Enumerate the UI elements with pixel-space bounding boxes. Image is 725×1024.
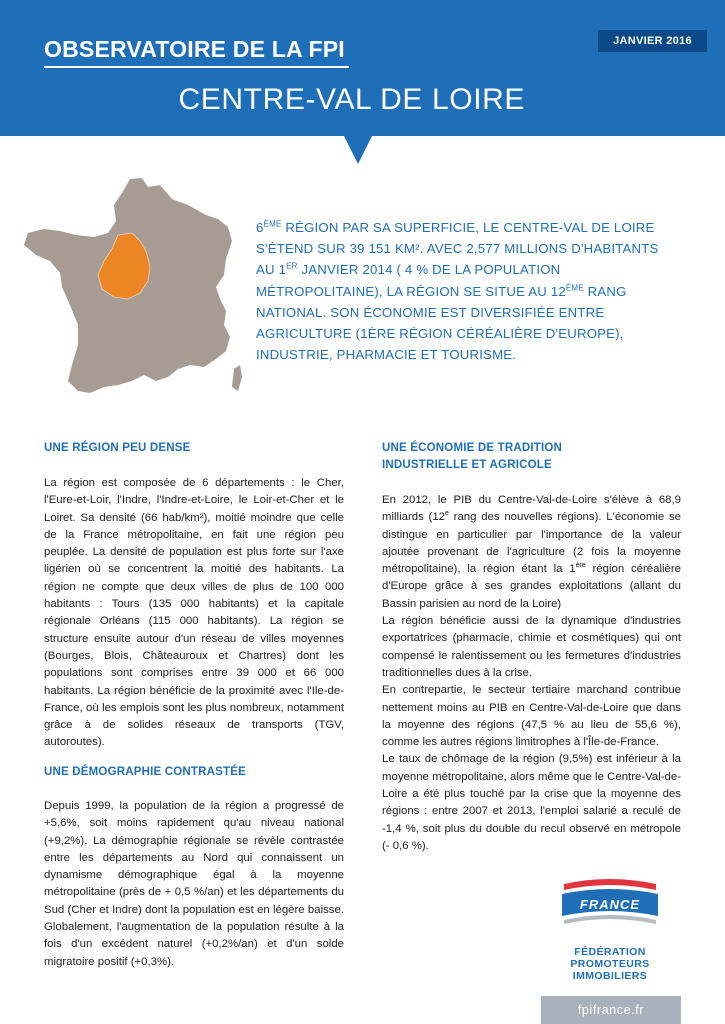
body-superscript: e	[445, 510, 449, 518]
section-heading-demo: UNE DÉMOGRAPHIE CONTRASTÉE	[44, 766, 246, 778]
intro-superscript: ER	[286, 262, 298, 272]
section-body-dense	[44, 475, 344, 752]
logo-line-3: IMMOBILIERS	[572, 970, 648, 982]
logo-line-2: PROMOTEURS	[570, 958, 650, 970]
intro-superscript: ÈME	[263, 219, 282, 229]
region-title: CENTRE-VAL DE LOIRE	[178, 83, 525, 116]
body-paragraph: Le taux de chômage de la région (9,5%) est inférieur à la moyenne métropolitaine, alors même que le Centre-Val-de-Loire a été plus touché par la crise que la moyenne des régions : entre 2007 et 2013, l'emploi salarié a reculé de -1,4 %, soit plus du double du recul observé en métropole (- 0,6 %).	[382, 753, 681, 852]
body-text-run: rang des nouvelles régions). L'économie se distingue en particulier par l'importance de la valeur ajoutée provenant de l'agriculture (2 fois la moyenne métropolitaine), la région étant la 1	[382, 511, 681, 576]
section-body-demo	[44, 798, 344, 971]
body-text-run: En 2012, le PIB du Centre-Val-de-Loire s'élève à 68,9 milliards (12	[382, 494, 681, 524]
intro-text: RÉGION PAR SA SUPERFICIE, LE CENTRE-VAL DE LOIRE S'ÉTEND SUR 39 151 KM². AVEC 2,577 MILLIONS D'HABITANTS AU 1	[256, 220, 659, 278]
logo-flag-graphic	[560, 876, 660, 936]
section-heading-eco: UNE ÉCONOMIE DE TRADITION INDUSTRIELLE ET AGRICOLE	[382, 442, 563, 471]
intro-text: 6	[256, 220, 264, 235]
body-text-run: région céréalière d'Europe grâce à ses grandes exploitations (allant du Bassin parisien au nord de la Loire)	[382, 563, 681, 610]
intro-paragraph	[256, 217, 676, 365]
logo-line-1: FÉDÉRATION	[574, 946, 646, 958]
body-paragraph: La région bénéficie aussi de la dynamique d'industries exportatrices (pharmacie, chimie et cosmétiques) qui ont compensé le ralentissement ou les fermetures d'industries traditionnelles dues à la crise.	[382, 615, 681, 679]
logo-gray-stripe	[564, 915, 656, 924]
title-underline	[44, 66, 349, 68]
logo-flag-text: FRANCE	[579, 897, 641, 912]
intro-text: JANVIER 2014 ( 4 % DE LA POPULATION MÉTROPOLITAINE), LA RÉGION SE SITUE AU 12	[256, 262, 566, 299]
publication-title: OBSERVATOIRE DE LA FPI	[44, 36, 345, 62]
body-paragraph: Depuis 1999, la population de la région a progressé de +5,6%, soit moins rapidement qu'au niveau national (+9,2%). La démographie régionale se révèle contrastée entre les départements au Nord qui connaissent un dynamisme démographique égal à la moyenne métropolitaine (près de + 0,5 %/an) et les départements du Sud (Cher et Indre) dont la population est en légère baisse. Globalement, l'augmentation de la population résulte à la fois d'un excédent naturel (+0,2%/an) et d'un solde migratoire positif (+0,3%).	[44, 800, 344, 968]
website-link[interactable]: fpifrance.fr	[541, 996, 681, 1024]
fpi-logo	[560, 876, 660, 986]
body-paragraph: La région est composée de 6 départements : le Cher, l'Eure-et-Loir, l'Indre, l'Indre-et-Loire, le Loir-et-Cher et le Loiret. Sa densité (66 hab/km²), moitié moindre que celle de la France métropolitaine, en fait une région peu peuplée. La densité de population est plus forte sur l'axe ligérien où se concentrent la moitié des habitants. La région ne compte que deux villes de plus de 100 000 habitants : Tours (135 000 habitants) et la capitale régionale Orléans (115 000 habitants). La région se structure ensuite autour d'un réseau de villes moyennes (Bourges, Blois, Châteauroux et Chartres) dont les populations sont comprises entre 39 000 et 66 000 habitants. La région bénéficie de la proximité avec l'Ile-de-France, où les emplois sont les plus nombreux, notamment grâce à de solides réseaux de transports (TGV, autoroutes).	[44, 477, 344, 749]
france-map	[20, 175, 245, 397]
section-heading-dense: UNE RÉGION PEU DENSE	[44, 442, 191, 454]
section-body-eco	[382, 492, 681, 855]
header-pointer	[344, 136, 372, 164]
body-superscript: ère	[575, 562, 586, 570]
corsica	[232, 365, 242, 391]
logo-red-stripe	[564, 879, 656, 890]
body-paragraph	[382, 492, 681, 613]
body-paragraph: En contrepartie, le secteur tertiaire marchand contribue nettement moins au PIB en Centre-Val-de-Loire que dans la moyenne des régions (47,5 % au lieu de 55,6 %), comme les autres régions limitrophes à l'Île-de-France.	[382, 684, 681, 749]
header-banner	[0, 0, 725, 136]
intro-superscript: ÈME	[565, 283, 584, 293]
intro-text: RANG NATIONAL. SON ÉCONOMIE EST DIVERSIFIÉE ENTRE AGRICULTURE (1ÈRE RÉGION CÉRÉALIÈRE D'EUROPE), INDUSTRIE, PHARMACIE ET TOURISME.	[256, 283, 627, 363]
date-badge: JANVIER 2016	[598, 30, 707, 52]
